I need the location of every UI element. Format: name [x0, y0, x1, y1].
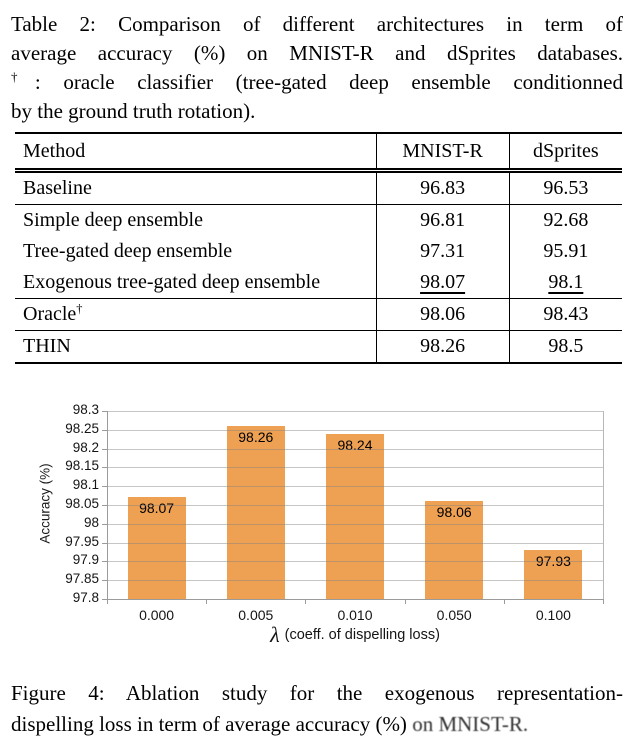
table-caption-line-3: [11, 68, 623, 97]
gridline: [107, 543, 603, 544]
dagger-symbol: †: [76, 301, 83, 316]
bar-value-label: 97.93: [535, 553, 571, 570]
mnist-value-cell: 96.83: [376, 171, 509, 205]
degraded-text: on MNIST-R.: [412, 712, 529, 736]
bar: [326, 434, 384, 599]
lambda-symbol: λ: [270, 622, 280, 647]
x-tick-mark: [405, 599, 406, 604]
gridline: [107, 561, 603, 562]
x-tick-label: 0.000: [139, 607, 175, 623]
dsprites-value-cell: 98.43: [509, 299, 622, 331]
figure-caption-line-1: Figure 4: Ablation study for the exogenous representation-: [11, 681, 623, 705]
y-tick-label: 98.1: [72, 477, 99, 493]
x-tick-mark: [206, 599, 207, 604]
x-tick-mark: [305, 599, 306, 604]
col-header-mnist-r: MNIST-R: [376, 133, 509, 171]
y-tick-label: 97.95: [65, 533, 99, 549]
dsprites-value-cell: 98.1: [509, 267, 622, 299]
gridline: [107, 411, 603, 412]
table-row: [15, 171, 622, 205]
gridline: [107, 449, 603, 450]
bar-value-label: 98.24: [337, 436, 373, 453]
bar-value-label: 98.26: [238, 429, 274, 446]
table-row: [15, 267, 622, 299]
x-tick-label: 0.050: [436, 607, 472, 623]
bar-value-label: 98.06: [436, 504, 472, 521]
table-caption-line-2: average accuracy (%) on MNIST-R and dSprites databases.: [11, 41, 623, 65]
mnist-value-cell: 98.26: [376, 331, 509, 364]
x-tick-mark: [603, 599, 604, 604]
dsprites-value-cell: 92.68: [509, 205, 622, 237]
table-row: [15, 299, 622, 331]
y-axis-title: Accuracy (%): [37, 463, 53, 544]
gridline: [107, 580, 603, 581]
table-row: [15, 331, 622, 364]
dsprites-value-cell: 98.5: [509, 331, 622, 364]
x-tick-label: 0.010: [337, 607, 373, 623]
mnist-value-cell: 97.31: [376, 236, 509, 267]
mnist-value-cell: 98.07: [376, 267, 509, 299]
results-table: [15, 132, 622, 364]
gridline: [107, 505, 603, 506]
x-axis-line: [107, 599, 604, 600]
col-header-dsprites: dSprites: [509, 133, 622, 171]
y-tick-label: 98.3: [72, 402, 99, 417]
y-tick-label: 98.25: [65, 420, 99, 436]
mnist-value-cell: 96.81: [376, 205, 509, 237]
y-tick-label: 97.85: [65, 571, 99, 587]
x-tick-mark: [107, 599, 108, 604]
bar-value-label: 98.07: [139, 500, 175, 517]
method-cell: THIN: [23, 335, 71, 357]
table-row: [15, 236, 622, 267]
y-tick-label: 97.9: [72, 552, 99, 568]
y-tick-label: 98.15: [65, 458, 99, 474]
dagger-symbol: †: [11, 69, 35, 84]
x-tick-mark: [504, 599, 505, 604]
gridline: [107, 430, 603, 431]
table-caption: [11, 10, 623, 126]
figure-caption-line-2: dispelling loss in term of average accuracy (%) on MNIST-R.: [11, 712, 529, 736]
table-caption-line-1: Table 2: Comparison of different architectures in term of: [11, 12, 623, 36]
x-axis-title-text: (coeff. of dispelling loss): [284, 627, 440, 643]
method-cell: Baseline: [15, 171, 376, 205]
col-header-method: Method: [15, 133, 376, 171]
y-tick-label: 97.8: [72, 590, 99, 605]
method-cell: Exogenous tree-gated deep ensemble: [15, 267, 376, 299]
bar: [227, 426, 285, 599]
ablation-bar-chart: [11, 386, 623, 648]
gridline: [107, 486, 603, 487]
y-tick-label: 98.2: [72, 439, 99, 455]
method-cell: Simple deep ensemble: [23, 209, 203, 231]
x-axis-title: [107, 622, 603, 648]
plot-right-border: [603, 411, 604, 599]
dsprites-value-cell: 96.53: [509, 171, 622, 205]
table-caption-line-4: by the ground truth rotation).: [11, 99, 256, 123]
x-tick-label: 0.100: [535, 607, 571, 623]
gridline: [107, 524, 603, 525]
y-tick-label: 98.05: [65, 496, 99, 511]
y-axis-line: [107, 411, 108, 600]
method-cell: Oracle†: [15, 299, 376, 331]
mnist-value-cell: 98.06: [376, 299, 509, 331]
dsprites-value-cell: 95.91: [509, 236, 622, 267]
gridline: [107, 467, 603, 468]
y-tick-label: 98: [83, 514, 99, 530]
table-header-row: [15, 133, 622, 171]
table-caption-line-3-text: : oracle classifier (tree-gated deep ensemble conditionned: [34, 70, 623, 94]
table-row: [15, 205, 622, 237]
figure-caption: [11, 678, 623, 740]
method-cell: Tree-gated deep ensemble: [23, 240, 233, 262]
x-tick-label: 0.005: [238, 607, 274, 623]
